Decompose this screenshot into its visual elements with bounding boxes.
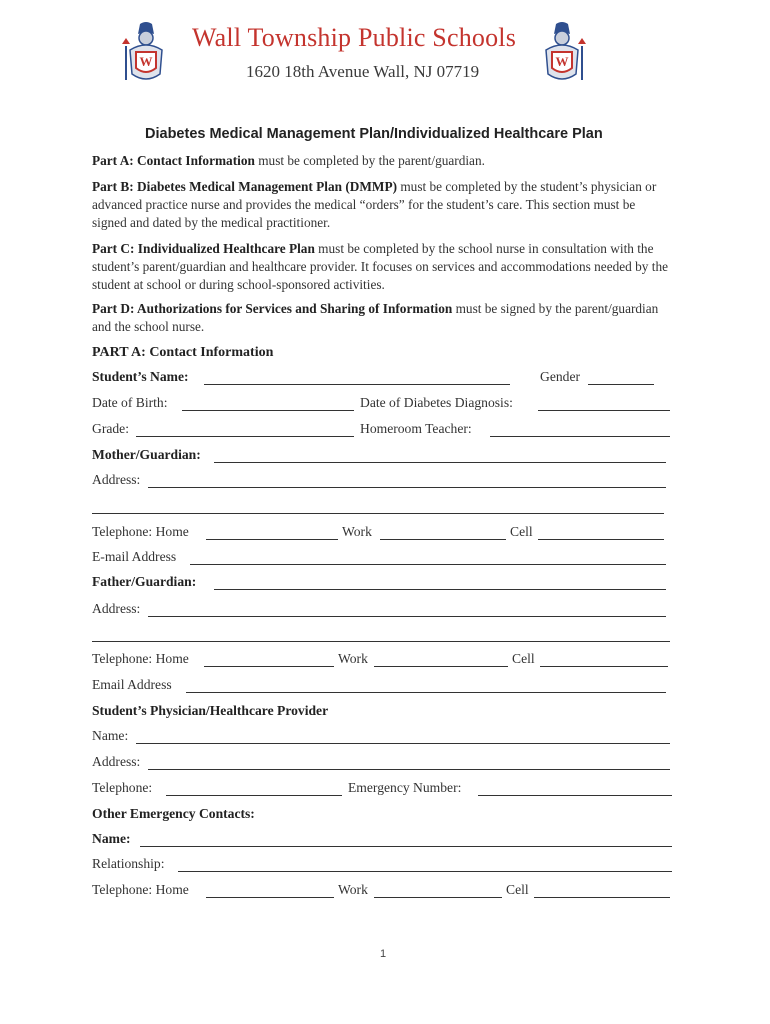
svg-text:W: W [555, 54, 569, 69]
father-guardian-field[interactable] [214, 589, 666, 590]
part-a-description [92, 152, 672, 170]
mother-address-row [92, 472, 672, 492]
father-address-label: Address: [92, 601, 141, 616]
part-a-label: Part A: Contact Information [92, 153, 255, 168]
father-address-line2-row [92, 626, 672, 646]
physician-phone-field[interactable] [166, 795, 342, 796]
physician-name-label: Name: [92, 728, 129, 743]
part-d-label: Part D: Authorizations for Services and Sharing of Information [92, 301, 453, 316]
mother-guardian-row [92, 447, 672, 467]
contact-name-label: Name: [92, 831, 131, 846]
mother-work-phone-label: Work [342, 524, 372, 539]
father-email-label: Email Address [92, 677, 172, 692]
grade-label: Grade: [92, 421, 129, 436]
physician-address-field[interactable] [148, 769, 670, 770]
part-d-description [92, 300, 672, 336]
physician-phone-row [92, 780, 672, 800]
contact-cell-phone-field[interactable] [534, 897, 670, 898]
mother-address-line2-field[interactable] [92, 513, 664, 514]
part-c-text: must be completed by the school nurse in consultation with the student’s parent/guardian and healthcare provider. It focuses on services and accommodations needed by the student at school or during school-sponsored activities. [92, 241, 668, 292]
student-name-label: Student’s Name: [92, 369, 189, 384]
other-contacts-heading: Other Emergency Contacts: [92, 806, 255, 821]
contact-name-field[interactable] [140, 846, 672, 847]
father-guardian-label: Father/Guardian: [92, 574, 197, 589]
father-work-phone-label: Work [338, 651, 368, 666]
father-home-phone-label: Telephone: Home [92, 651, 189, 666]
mother-home-phone-field[interactable] [206, 539, 338, 540]
school-name: Wall Township Public Schools [192, 23, 517, 52]
father-email-row [92, 677, 672, 697]
mother-address-label: Address: [92, 472, 141, 487]
contact-home-phone-label: Telephone: Home [92, 882, 189, 897]
part-d-text: must be signed by the parent/guardian and the school nurse. [92, 301, 659, 334]
contact-name-row [92, 831, 672, 851]
mother-cell-phone-field[interactable] [538, 539, 664, 540]
grade-field[interactable] [136, 436, 354, 437]
part-b-text: must be completed by the student’s physician or advanced practice nurse and provides the medical “orders” for the student’s care. This section must be signed and dated by the medical practitioner. [92, 179, 657, 230]
father-work-phone-field[interactable] [374, 666, 508, 667]
part-c-description [92, 240, 672, 294]
father-phone-row [92, 651, 672, 671]
school-address: 1620 18th Avenue Wall, NJ 07719 [246, 62, 480, 81]
father-home-phone-field[interactable] [204, 666, 334, 667]
mother-address-line2-row [92, 498, 672, 518]
gender-field[interactable] [588, 384, 654, 385]
knight-crest-logo-right [534, 20, 590, 84]
student-name-field[interactable] [204, 384, 510, 385]
dob-field[interactable] [182, 410, 354, 411]
contact-home-phone-field[interactable] [206, 897, 334, 898]
father-cell-phone-label: Cell [512, 651, 535, 666]
homeroom-teacher-label: Homeroom Teacher: [360, 421, 472, 436]
mother-email-field[interactable] [190, 564, 666, 565]
grade-row [92, 421, 672, 441]
father-address-field[interactable] [148, 616, 666, 617]
svg-text:W: W [139, 54, 153, 69]
knight-crest-logo-left [118, 20, 174, 84]
dob-row [92, 395, 672, 415]
physician-address-row [92, 754, 672, 774]
mother-work-phone-field[interactable] [380, 539, 506, 540]
father-guardian-row [92, 574, 672, 594]
mother-address-field[interactable] [148, 487, 666, 488]
dob-label: Date of Birth: [92, 395, 168, 410]
mother-guardian-field[interactable] [214, 462, 666, 463]
contact-work-phone-field[interactable] [374, 897, 502, 898]
father-address-line2-field[interactable] [92, 641, 670, 642]
part-c-label: Part C: Individualized Healthcare Plan [92, 241, 315, 256]
part-a-text: must be completed by the parent/guardian. [254, 153, 485, 168]
mother-guardian-label: Mother/Guardian: [92, 447, 201, 462]
mother-email-label: E-mail Address [92, 549, 177, 564]
physician-heading: Student’s Physician/Healthcare Provider [92, 703, 329, 718]
part-a-heading: PART A: Contact Information [92, 345, 274, 360]
father-email-field[interactable] [186, 692, 666, 693]
relationship-row [92, 856, 672, 876]
page-number: 1 [380, 948, 387, 960]
father-address-row [92, 601, 672, 621]
mother-home-phone-label: Telephone: Home [92, 524, 189, 539]
mother-email-row [92, 549, 672, 569]
student-name-row [92, 369, 672, 389]
contact-cell-phone-label: Cell [506, 882, 529, 897]
emergency-number-field[interactable] [478, 795, 672, 796]
physician-address-label: Address: [92, 754, 141, 769]
diagnosis-date-field[interactable] [538, 410, 670, 411]
father-cell-phone-field[interactable] [540, 666, 668, 667]
part-b-description [92, 178, 672, 232]
form-title: Diabetes Medical Management Plan/Individualized Healthcare Plan [145, 126, 603, 142]
physician-name-row [92, 728, 672, 748]
contact-work-phone-label: Work [338, 882, 368, 897]
physician-phone-label: Telephone: [92, 780, 153, 795]
relationship-label: Relationship: [92, 856, 165, 871]
relationship-field[interactable] [178, 871, 672, 872]
diagnosis-date-label: Date of Diabetes Diagnosis: [360, 395, 513, 410]
gender-label: Gender [540, 369, 581, 384]
mother-phone-row [92, 524, 672, 544]
physician-name-field[interactable] [136, 743, 670, 744]
emergency-number-label: Emergency Number: [348, 780, 462, 795]
mother-cell-phone-label: Cell [510, 524, 533, 539]
contact-phone-row [92, 882, 672, 902]
part-b-label: Part B: Diabetes Medical Management Plan (DMMP) [92, 179, 398, 194]
homeroom-teacher-field[interactable] [490, 436, 670, 437]
